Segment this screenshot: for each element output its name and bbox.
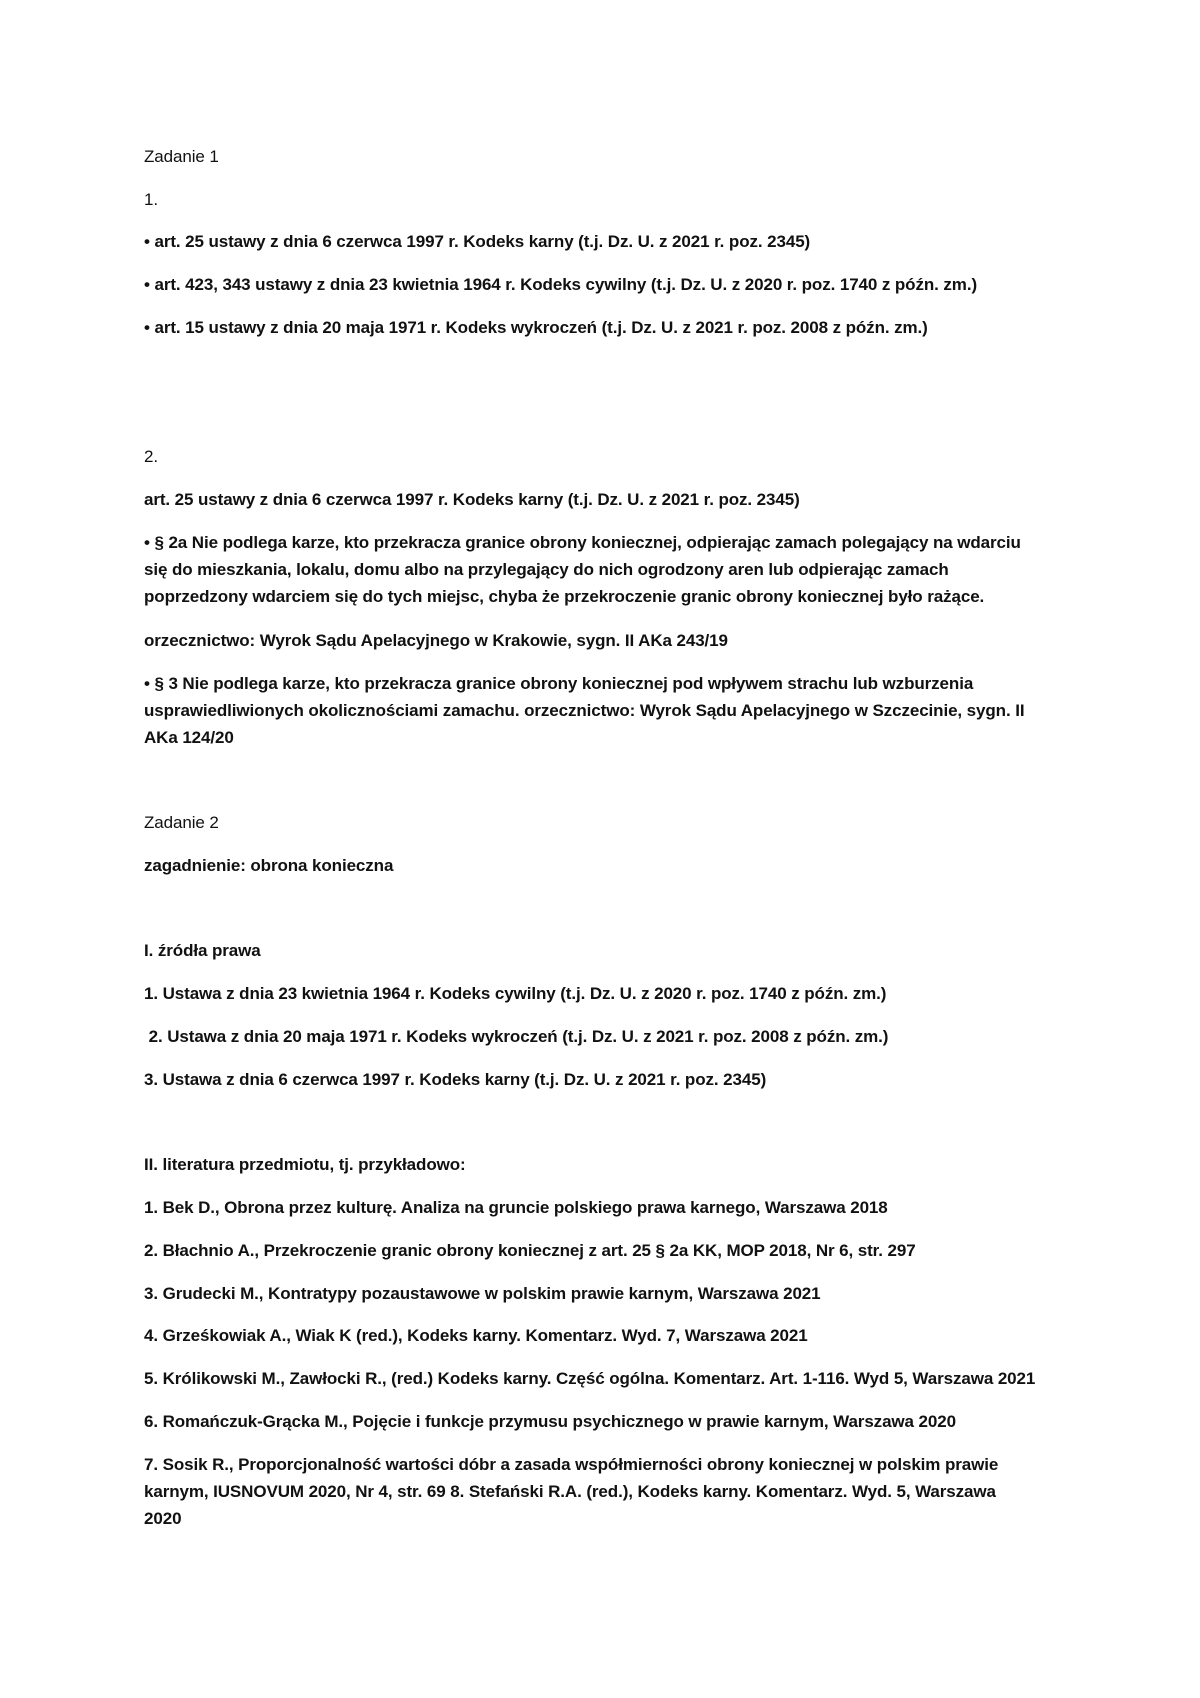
point2-title: art. 25 ustawy z dnia 6 czerwca 1997 r. Kodeks karny (t.j. Dz. U. z 2021 r. poz. 2345) (144, 490, 800, 509)
paragraph-line: się do mieszkania, lokalu, domu albo na przylegający do nich ogrodzony aren lub odpierając zamach (144, 560, 949, 579)
literature-item: 5. Królikowski M., Zawłocki R., (red.) Kodeks karny. Część ogólna. Komentarz. Art. 1-116. Wyd 5, Warszawa 2021 (144, 1369, 1036, 1388)
paragraph-line: usprawiedliwionych okolicznościami zamachu. orzecznictwo: Wyrok Sądu Apelacyjnego w Szczecinie, sygn. II (144, 701, 1025, 720)
literature-item-7 (144, 1451, 1064, 1532)
list-item: • art. 25 ustawy z dnia 6 czerwca 1997 r. Kodeks karny (t.j. Dz. U. z 2021 r. poz. 2345) (144, 232, 811, 251)
literature-heading: II. literatura przedmiotu, tj. przykładowo: (144, 1155, 466, 1174)
paragraph-line: 7. Sosik R., Proporcjonalność wartości dóbr a zasada współmierności obrony koniecznej w polskim prawie (144, 1455, 999, 1474)
list-item: • art. 423, 343 ustawy z dnia 23 kwietnia 1964 r. Kodeks cywilny (t.j. Dz. U. z 2020 r. poz. 1740 z późn. zm.) (144, 275, 977, 294)
paragraph-line: 2020 (144, 1509, 182, 1528)
literature-item: 2. Błachnio A., Przekroczenie granic obrony koniecznej z art. 25 § 2a KK, MOP 2018, Nr 6, str. 297 (144, 1241, 916, 1260)
point1-number: 1. (144, 190, 158, 209)
task1-heading: Zadanie 1 (144, 147, 219, 166)
paragraph-line: AKa 124/20 (144, 728, 234, 747)
paragraph-line: • § 3 Nie podlega karze, kto przekracza granice obrony koniecznej pod wpływem strachu lub wzburzenia (144, 674, 974, 693)
source-item: 2. Ustawa z dnia 20 maja 1971 r. Kodeks wykroczeń (t.j. Dz. U. z 2021 r. poz. 2008 z późn. zm.) (144, 1027, 889, 1046)
paragraph-line: • § 2a Nie podlega karze, kto przekracza granice obrony koniecznej, odpierając zamach polegający na wdarciu (144, 533, 1021, 552)
paragraph-line: poprzedzony wdarciem się do tych miejsc, chyba że przekroczenie granic obrony koniecznej było rażące. (144, 587, 985, 606)
case-law-line: orzecznictwo: Wyrok Sądu Apelacyjnego w Krakowie, sygn. II AKa 243/19 (144, 631, 728, 650)
source-item: 1. Ustawa z dnia 23 kwietnia 1964 r. Kodeks cywilny (t.j. Dz. U. z 2020 r. poz. 1740 z późn. zm.) (144, 984, 887, 1003)
literature-item: 1. Bek D., Obrona przez kulturę. Analiza na gruncie polskiego prawa karnego, Warszawa 2018 (144, 1198, 888, 1217)
literature-item: 6. Romańczuk-Grącka M., Pojęcie i funkcje przymusu psychicznego w prawie karnym, Warszawa 2020 (144, 1412, 956, 1431)
source-item: 3. Ustawa z dnia 6 czerwca 1997 r. Kodeks karny (t.j. Dz. U. z 2021 r. poz. 2345) (144, 1070, 767, 1089)
paragraph-line: karnym, IUSNOVUM 2020, Nr 4, str. 69 8. Stefański R.A. (red.), Kodeks karny. Komentarz. Wyd. 5, Warszawa (144, 1482, 996, 1501)
sources-heading: I. źródła prawa (144, 941, 261, 960)
point2-number: 2. (144, 447, 158, 466)
literature-item: 3. Grudecki M., Kontratypy pozaustawowe w polskim prawie karnym, Warszawa 2021 (144, 1284, 821, 1303)
topic-line: zagadnienie: obrona konieczna (144, 856, 394, 875)
list-item: • art. 15 ustawy z dnia 20 maja 1971 r. Kodeks wykroczeń (t.j. Dz. U. z 2021 r. poz. 2008 z późn. zm.) (144, 318, 928, 337)
paragraph-3 (144, 670, 1064, 751)
literature-item: 4. Grześkowiak A., Wiak K (red.), Kodeks karny. Komentarz. Wyd. 7, Warszawa 2021 (144, 1326, 808, 1345)
task2-heading: Zadanie 2 (144, 813, 219, 832)
paragraph-2a (144, 529, 1064, 610)
